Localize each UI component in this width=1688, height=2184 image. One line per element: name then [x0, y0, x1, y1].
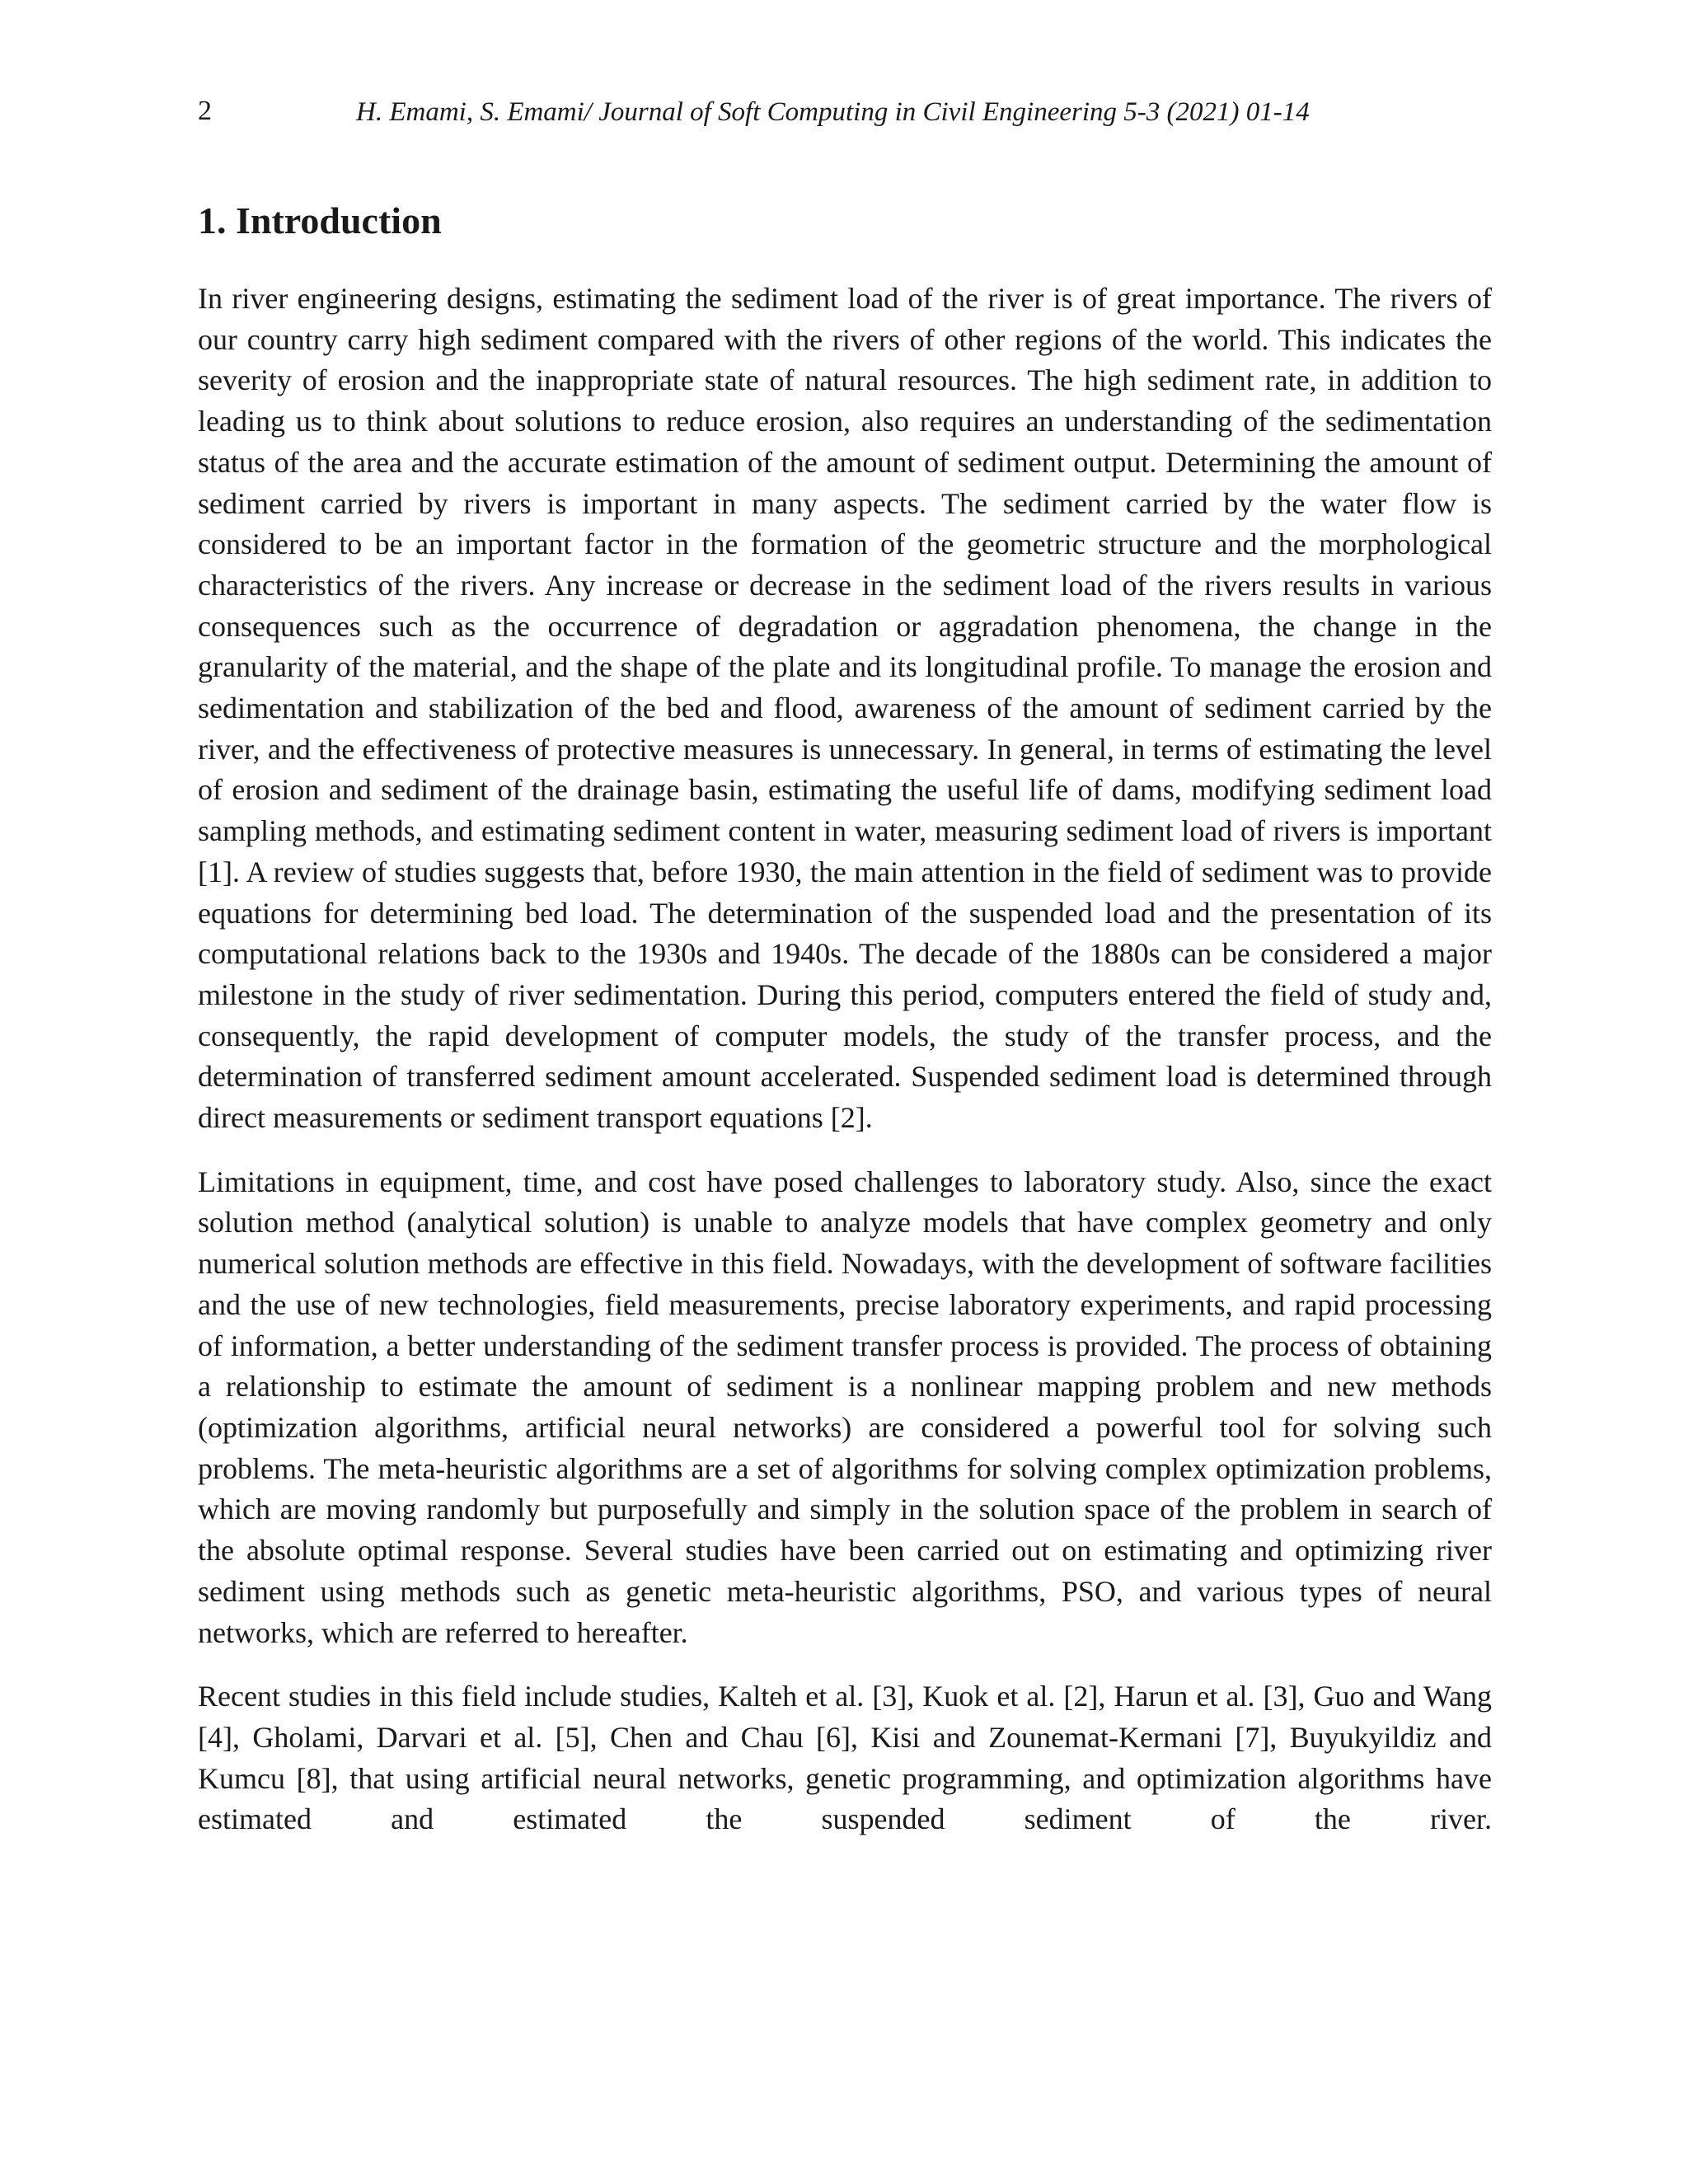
paragraph: In river engineering designs, estimating the sediment load of the river is of great importance. The rivers of our country carry high sediment compared with the rivers of other regions of the world. This indicates the severity of erosion and the inappropriate state of natural resources. The high sediment rate, in addition to leading us to think about solutions to reduce erosion, also requires an understanding of the sedimentation status of the area and the accurate estimation of the amount of sediment output. Determining the amount of sediment carried by rivers is important in many aspects. The sediment carried by the water flow is considered to be an important factor in the formation of the geometric structure and the morphological characteristics of the rivers. Any increase or decrease in the sediment load of the rivers results in various consequences such as the occurrence of degradation or aggradation phenomena, the change in the granularity of the material, and the shape of the plate and its longitudinal profile. To manage the erosion and sedimentation and stabilization of the bed and flood, awareness of the amount of sediment carried by the river, and the effectiveness of protective measures is unnecessary. In general, in terms of estimating the level of erosion and sediment of the drainage basin, estimating the useful life of dams, modifying sediment load sampling methods, and estimating sediment content in water, measuring sediment load of rivers is important [1]. A review of studies suggests that, before 1930, the main attention in the field of sediment was to provide equations for determining bed load. The determination of the suspended load and the presentation of its computational relations back to the 1930s and 1940s. The decade of the 1880s can be considered a major milestone in the study of river sedimentation. During this period, computers entered the field of study and, consequently, the rapid development of computer models, the study of the transfer process, and the determination of transferred sediment amount accelerated. Suspended sediment load is determined through direct measurements or sediment transport equations [2]. — [198, 282, 1492, 1135]
page-number: 2 — [198, 96, 212, 126]
running-head: H. Emami, S. Emami/ Journal of Soft Computing in Civil Engineering 5-3 (2021) 01-14 — [356, 97, 1310, 127]
section-title: 1. Introduction — [198, 199, 442, 241]
paragraph: Limitations in equipment, time, and cost have posed challenges to laboratory study. Also, since the exact solution method (analytical solution) is unable to analyze models that have complex geometry and only numerical solution methods are effective in this field. Nowadays, with the development of software facilities and the use of new technologies, field measurements, precise laboratory experiments, and rapid processing of information, a better understanding of the sediment transfer process is provided. The process of obtaining a relationship to estimate the amount of sediment is a nonlinear mapping problem and new methods (optimization algorithms, artificial neural networks) are considered a powerful tool for solving such problems. The meta-heuristic algorithms are a set of algorithms for solving complex optimization problems, which are moving randomly but purposefully and simply in the solution space of the problem in search of the absolute optimal response. Several studies have been carried out on estimating and optimizing river sediment using methods such as genetic meta-heuristic algorithms, PSO, and various types of neural networks, which are referred to hereafter. — [198, 1165, 1492, 1649]
paragraph: Recent studies in this field include studies, Kalteh et al. [3], Kuok et al. [2], Harun et al. [3], Guo and Wang [4], Gholami, Darvari et al. [5], Chen and Chau [6], Kisi and Zounemat-Kermani [7], Buyukyildiz and Kumcu [8], that using artificial neural networks, genetic programming, and optimization algorithms have estimated and estimated the suspended sediment of the river. — [198, 1680, 1492, 1836]
body-text — [198, 279, 1492, 1863]
